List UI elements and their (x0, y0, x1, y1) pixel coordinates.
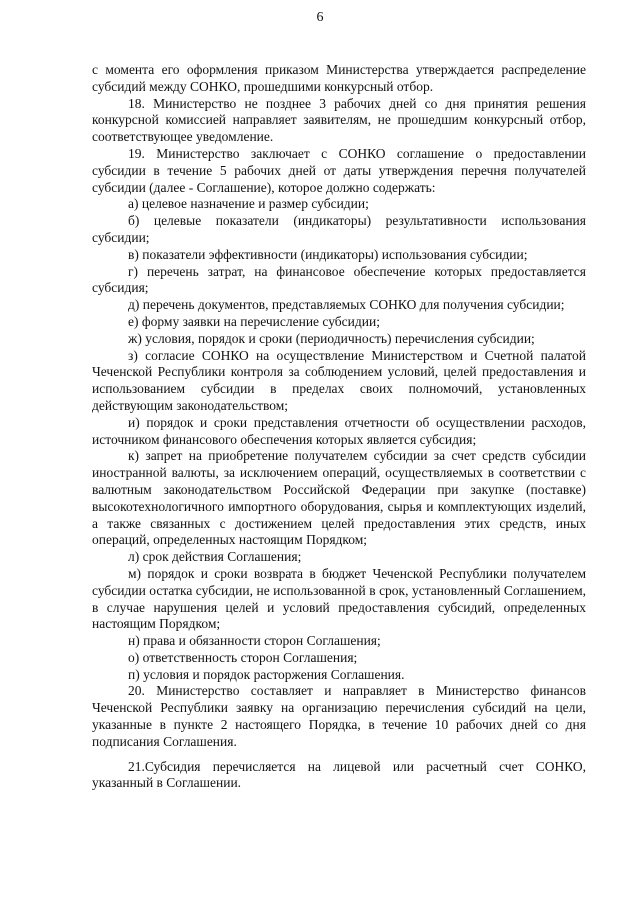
paragraph-item-19: 19. Министерство заключает с СОНКО соглашение о предоставлении субсидии в течение 5 рабочих дней от даты утверждения перечня получателей субсидии (далее - Соглашение), которое должно содержать: (92, 145, 586, 195)
paragraph-item-20: 20. Министерство составляет и направляет в Министерство финансов Чеченской Республики заявку на организацию перечисления субсидий на цели, указанные в пункте 2 настоящего Порядка, в течение 10 рабочих дней со дня подписания Соглашения. (92, 683, 586, 749)
list-item-p: п) условия и порядок расторжения Соглашения. (128, 666, 405, 682)
list-item-k: к) запрет на приобретение получателем субсидии за счет средств субсидии иностранной валюты, за исключением операций, осуществляемых в соответствии с валютным законодательством Российской Федерации при закупке (поставке) высокотехнологичного импортного оборудования, сырья и комплектующих изделий, а также связанных с достижением целей предоставления этих средств, иных операций, определенных настоящим Порядком; (92, 448, 586, 548)
page-number: 6 (316, 10, 324, 25)
list-item-l: л) срок действия Соглашения; (128, 549, 302, 565)
list-item-n: н) права и обязанности сторон Соглашения; (128, 633, 381, 649)
paragraph-continuation: с момента его оформления приказом Министерства утверждается распределение субсидий между СОНКО, прошедшими конкурсный отбор. (92, 62, 586, 94)
list-item-z: з) согласие СОНКО на осуществление Министерством и Счетной палатой Чеченской Республики контроля за соблюдением условий, целей предоставления и использованием субсидии в пределах своих полномочий, установленных действующим законодательством; (92, 347, 586, 413)
list-item-d: д) перечень документов, представляемых СОНКО для получения субсидии; (128, 297, 565, 313)
paragraph-item-21: 21.Субсидия перечисляется на лицевой или расчетный счет СОНКО, указанный в Соглашении. (92, 758, 586, 791)
list-item-b: б) целевые показатели (индикаторы) результативности использования субсидии; (92, 213, 586, 245)
list-item-zh: ж) условия, порядок и сроки (периодичность) перечисления субсидии; (128, 330, 535, 346)
list-item-m: м) порядок и сроки возврата в бюджет Чеченской Республики получателем субсидии остатка субсидии, не использованной в срок, установленный Соглашением, в случае нарушения целей и условий предоставления субсидий, определенных настоящим Порядком; (92, 565, 586, 632)
list-item-i: и) порядок и сроки представления отчетности об осуществлении расходов, источником финансового обеспечения которых является субсидия; (92, 414, 586, 447)
list-item-a: а) целевое назначение и размер субсидии; (128, 196, 369, 212)
list-item-o: о) ответственность сторон Соглашения; (128, 649, 358, 665)
list-item-g: г) перечень затрат, на финансовое обеспечение которых предоставляется субсидия; (92, 263, 586, 296)
paragraph-item-18: 18. Министерство не позднее 3 рабочих дней со дня принятия решения конкурсной комиссией направляет заявителям, не прошедшим конкурсный отбор, соответствующее уведомление. (92, 95, 586, 145)
document-body (92, 62, 586, 792)
list-item-e: е) форму заявки на перечисление субсидии; (128, 313, 380, 329)
list-item-v: в) показатели эффективности (индикаторы) использования субсидии; (128, 246, 528, 262)
